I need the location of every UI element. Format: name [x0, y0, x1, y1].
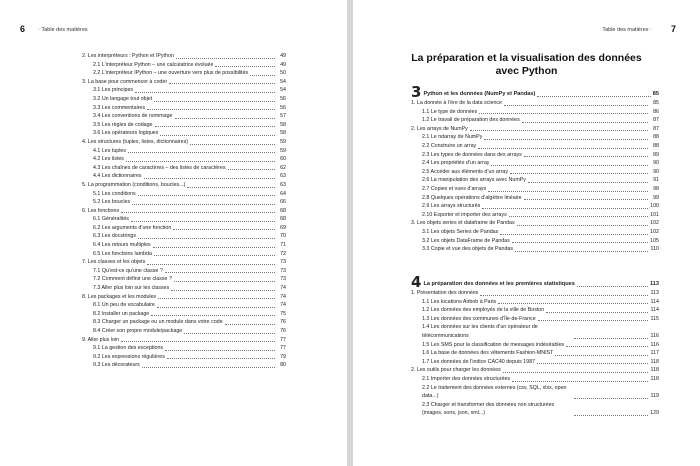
toc-entry-page: 75	[280, 310, 286, 317]
part-title: La préparation des données et les premières statistiques	[423, 281, 575, 288]
toc-entry-title: 2. Les outils pour charger les données	[411, 367, 501, 374]
toc-entry-title: 4.4 Les dictionnaires	[93, 173, 142, 180]
toc-entry-title: 2.6 La manipulation des arrays avec NumPy	[422, 177, 526, 184]
toc-entry	[82, 95, 286, 104]
toc-entry-page: 90	[653, 168, 659, 175]
toc-chapter	[411, 366, 659, 375]
toc-entry-title: 2.1 Importer des données structurées	[422, 375, 511, 382]
toc-entry	[411, 384, 659, 401]
part-3-block	[411, 83, 659, 254]
toc-chapter	[82, 293, 286, 302]
toc-entry-title: 2.3 Charger et transformer des données non structurées (images, sons, json, xml...)	[422, 401, 555, 417]
right-page	[353, 0, 700, 466]
toc-entry-title: 4.1 Les tuples	[93, 147, 126, 154]
toc-chapter	[82, 258, 286, 267]
toc-entry-title: 5.1 Les conditions	[93, 190, 136, 197]
toc-entry-title: 1.7 Les données de l’indice CAC40 depuis 1987	[422, 358, 536, 365]
section-title-line1: La préparation et la visualisation des données	[411, 52, 642, 64]
toc-entry	[82, 172, 286, 181]
toc-entry-page: 63	[280, 173, 286, 180]
toc-entry-title: 3. Les objets series et dataframe de Pandas	[411, 220, 515, 227]
toc-entry-page: 68	[280, 216, 286, 223]
toc-entry	[82, 215, 286, 224]
toc-entry-title: 1.2 Les données des employés de la ville de Boston	[422, 307, 545, 314]
toc-entry-title: 9.2 Les expressions régulières	[93, 353, 165, 360]
toc-entry-page: 64	[280, 190, 286, 197]
toc-entry-title: 9. Aller plus loin	[82, 336, 120, 343]
toc-entry-page: 105	[650, 237, 659, 244]
toc-entry-page: 77	[280, 336, 286, 343]
toc-entry-page: 63	[280, 181, 286, 188]
toc-entry-title: 1.1 Le type de données	[422, 108, 478, 115]
toc-entry-page: 59	[280, 138, 286, 145]
toc-entry	[82, 301, 286, 310]
toc-entry-title: 2.5 Accéder aux éléments d’un array	[422, 168, 508, 175]
toc-entry-page: 87	[653, 125, 659, 132]
toc-entry-page: 69	[280, 224, 286, 231]
toc-entry-page: 60	[280, 156, 286, 163]
toc-entry	[411, 159, 659, 168]
toc-entry-page: 102	[650, 220, 659, 227]
toc-entry-title: 8.1 Un peu de vocabulaire	[93, 302, 155, 309]
toc-entry	[411, 168, 659, 177]
toc-entry-title: 2.8 Quelques opérations d’algèbre linéaire	[422, 194, 522, 201]
toc-entry-page: 49	[280, 61, 286, 68]
toc-entry-page: 58	[280, 130, 286, 137]
toc-entry-title: 3.4 Les conventions de nommage	[93, 113, 173, 120]
toc-chapter	[411, 219, 659, 228]
toc-entry-page: 87	[653, 117, 659, 124]
toc-entry-page: 113	[650, 290, 659, 296]
toc-entry-page: 58	[280, 121, 286, 128]
toc-entry-title: 4. Les structures (tuples, listes, dictionnaires)	[82, 138, 188, 145]
toc-entry-title: 2.1 Le ndarray de NumPy	[422, 134, 483, 141]
toc-entry	[411, 401, 659, 418]
toc-entry	[411, 151, 659, 160]
running-header-text: Table des matières	[602, 27, 649, 33]
toc-entry-title: 3. La base pour commencer à coder	[82, 78, 168, 85]
toc-entry-title: 6.3 Les docstrings	[93, 233, 136, 240]
toc-entry	[82, 327, 286, 336]
toc-entry	[411, 228, 659, 237]
toc-entry-page: 88	[653, 142, 659, 149]
toc-entry-page: 73	[280, 259, 286, 266]
section-title	[373, 52, 680, 78]
toc-entry	[411, 298, 659, 307]
toc-entry-page: 72	[280, 250, 286, 257]
toc-entry-title: 1.5 Les SMS pour la classification de messages indésirables	[422, 341, 565, 348]
toc-entry-title: 3.1 Les principes	[93, 87, 134, 94]
toc-entry-title: 2.2 Construire un array	[422, 142, 477, 149]
toc-entry-title: 2.9 Les arrays structurés	[422, 203, 481, 210]
toc-entry-page: 50	[280, 70, 286, 77]
toc-chapter	[411, 289, 659, 298]
toc-entry	[411, 349, 659, 358]
toc-entry-title: 6.2 Les arguments d’une fonction	[93, 224, 172, 231]
part-4-block	[411, 273, 659, 418]
toc-entry	[82, 361, 286, 370]
toc-entry-page: 117	[650, 350, 659, 357]
toc-chapter	[82, 336, 286, 345]
toc-entry-page: 68	[280, 207, 286, 214]
running-header: ◦ Table des matières	[38, 27, 88, 33]
toc-entry-title: 2.1 L’interpréteur Python – une calculatrice évoluée	[93, 61, 214, 68]
page-number: 7	[670, 24, 676, 34]
toc-entry-title: 7.2 Comment définir une classe ?	[93, 276, 172, 283]
toc-entry	[82, 250, 286, 259]
toc-list	[411, 289, 659, 418]
toc-list	[82, 52, 286, 370]
toc-entry	[411, 211, 659, 220]
toc-entry-title: 2.4 Les propriétés d’un array	[422, 160, 490, 167]
toc-entry-page: 56	[280, 104, 286, 111]
toc-entry	[82, 112, 286, 121]
part-number: 4	[411, 273, 422, 291]
toc-entry	[82, 267, 286, 276]
section-title-line2: avec Python	[495, 65, 558, 77]
toc-entry	[411, 375, 659, 384]
toc-entry-title: 3.5 Les règles de codage	[93, 121, 153, 128]
toc-entry	[411, 108, 659, 117]
toc-entry-page: 89	[653, 151, 659, 158]
part-heading	[411, 273, 659, 291]
toc-entry-title: 3.1 Les objets Series de Pandas	[422, 228, 499, 235]
toc-chapter	[82, 78, 286, 87]
toc-entry-title: 1. La donnée à l’ère de la data science	[411, 100, 502, 106]
toc-entry-page: 74	[280, 293, 286, 300]
toc-entry	[411, 176, 659, 185]
part-number: 3	[411, 83, 422, 101]
toc-entry-title: 7.1 Qu’est-ce qu’une classe ?	[93, 267, 163, 274]
toc-entry-title: 3.2 Un langage tout objet	[93, 95, 153, 102]
toc-entry-page: 76	[280, 328, 286, 334]
toc-entry	[82, 224, 286, 233]
toc-entry-page: 73	[280, 267, 286, 274]
toc-entry-page: 116	[650, 332, 659, 339]
toc-entry-title: 2.10 Exporter et importer des arrays	[422, 211, 507, 218]
toc-entry-title: 8.2 Installer un package	[93, 310, 150, 317]
toc-entry-page: 91	[653, 177, 659, 184]
toc-entry-page: 101	[650, 211, 659, 218]
toc-entry-title: 4.2 Les listes	[93, 156, 124, 163]
toc-entry-page: 57	[280, 113, 286, 120]
running-header: Table des matières ◦	[602, 27, 652, 33]
toc-entry	[82, 344, 286, 353]
toc-entry-page: 54	[280, 78, 286, 85]
toc-entry-title: 2.2 L’interpréteur IPython – une ouverture vers plus de possibilités	[93, 70, 249, 77]
toc-entry-title: 6.4 Les retours multiples	[93, 242, 151, 249]
toc-entry-page: 76	[280, 319, 286, 326]
toc-entry-page: 118	[650, 367, 659, 374]
toc-entry-page: 119	[650, 393, 659, 400]
toc-entry	[411, 245, 659, 254]
toc-entry	[411, 315, 659, 324]
toc-entry	[82, 241, 286, 250]
toc-entry-page: 66	[280, 199, 286, 206]
toc-entry-page: 59	[280, 147, 286, 154]
toc-entry-page: 114	[650, 298, 659, 305]
toc-list	[411, 99, 659, 254]
toc-entry-page: 71	[280, 242, 286, 249]
toc-entry-page: 102	[650, 228, 659, 235]
toc-entry-title: 9.1 La gestion des exceptions	[93, 345, 164, 352]
toc-entry-title: 7.3 Aller plus loin sur les classes	[93, 285, 170, 292]
toc-entry-title: 2. Les arrays de NumPy	[411, 125, 468, 132]
toc-entry-title: 6.1 Généralités	[93, 216, 129, 223]
part-page: 113	[649, 281, 659, 288]
toc-entry-page: 70	[280, 233, 286, 240]
toc-entry-title: 1.3 Les données des communes d’Île-de-France	[422, 315, 536, 322]
toc-entry-page: 80	[280, 362, 286, 369]
toc-entry-title: 6. Les fonctions	[82, 207, 120, 214]
toc-entry-title: 2. Les interpréteurs : Python et IPython	[82, 53, 174, 59]
toc-entry-title: 5. La programmation (conditions, boucles...)	[82, 181, 186, 188]
toc-entry-title: 9.3 Les décorateurs	[93, 362, 140, 369]
toc-entry-page: 98	[653, 185, 659, 192]
toc-chapter	[82, 52, 286, 61]
toc-chapter	[411, 99, 659, 108]
part-page: 85	[652, 91, 659, 98]
toc-entry-title: 2.7 Copies et vues d’arrays	[422, 185, 487, 192]
toc-entry	[82, 232, 286, 241]
toc-entry-page: 54	[280, 87, 286, 94]
toc-entry	[82, 310, 286, 319]
toc-entry	[411, 202, 659, 211]
left-page	[0, 0, 347, 466]
toc-entry	[82, 318, 286, 327]
toc-entry-page: 100	[650, 203, 659, 210]
toc-entry	[411, 341, 659, 350]
toc-entry-title: 5.2 Les boucles	[93, 199, 131, 206]
toc-entry-page: 74	[280, 285, 286, 292]
toc-entry	[82, 190, 286, 199]
toc-entry-page: 115	[650, 315, 659, 322]
toc-entry-title: 1. Présentation des données	[411, 290, 479, 296]
toc-entry	[411, 306, 659, 315]
toc-entry-title: 2.3 Les types de données dans des arrays	[422, 151, 522, 158]
toc-entry-title: 8. Les packages et les modules	[82, 293, 157, 300]
toc-entry-page: 118	[650, 358, 659, 365]
toc-entry-page: 129	[650, 410, 659, 417]
toc-entry	[411, 142, 659, 151]
toc-chapter	[82, 138, 286, 147]
toc-entry	[82, 164, 286, 173]
toc-entry	[82, 353, 286, 362]
toc-entry-title: 1.6 La base de données des vêtements Fashion-MNIST	[422, 350, 554, 357]
toc-entry	[82, 147, 286, 156]
toc-entry-title: 3.3 Les commentaires	[93, 104, 146, 111]
toc-chapter	[82, 207, 286, 216]
toc-entry-page: 73	[280, 276, 286, 283]
toc-entry	[411, 358, 659, 367]
toc-entry	[82, 104, 286, 113]
toc-entry-title: 4.3 Les chaînes de caractères – des listes de caractères	[93, 164, 226, 171]
toc-entry	[411, 194, 659, 203]
toc-entry-page: 86	[653, 108, 659, 115]
running-header-text: Table des matières	[41, 27, 88, 33]
toc-entry-page: 110	[650, 246, 659, 253]
toc-entry-page: 56	[280, 95, 286, 102]
toc-entry	[411, 323, 659, 340]
toc-entry	[82, 86, 286, 95]
toc-entry-page: 99	[653, 194, 659, 201]
toc-entry-page: 116	[650, 341, 659, 348]
toc-entry	[82, 198, 286, 207]
toc-entry	[82, 61, 286, 70]
toc-entry	[411, 237, 659, 246]
toc-entry	[411, 133, 659, 142]
toc-chapter	[411, 125, 659, 134]
toc-chapter	[82, 181, 286, 190]
toc-entry	[82, 129, 286, 138]
toc-entry-title: 1.2 Le travail de préparation des données	[422, 117, 520, 124]
part-heading	[411, 83, 659, 101]
toc-entry-page: 88	[653, 134, 659, 141]
toc-entry-page: 74	[280, 302, 286, 309]
toc-entry	[411, 116, 659, 125]
toc-entry-page: 85	[653, 100, 659, 106]
page-number: 6	[20, 24, 26, 34]
toc-entry-title: 2.2 Le traitement des données externes (csv, SQL, xlsx, open data...)	[422, 384, 567, 400]
toc-entry	[82, 275, 286, 284]
toc-entry-title: 6.5 Les fonctions lambda	[93, 250, 152, 257]
toc-entry	[411, 185, 659, 194]
toc-entry-page: 114	[650, 307, 659, 314]
toc-entry-title: 3.2 Les objets DataFrame de Pandas	[422, 237, 510, 244]
toc-entry-page: 79	[280, 353, 286, 360]
part-title: Python et les données (NumPy et Pandas)	[423, 91, 536, 98]
toc-entry-title: 1.1 Les locations Airbnb à Paris	[422, 298, 497, 305]
toc-entry-title: 8.4 Créer son propre module/package	[93, 328, 183, 334]
toc-entry	[82, 69, 286, 78]
toc-entry-title: 7. Les classes et les objets	[82, 259, 146, 266]
toc-entry	[82, 155, 286, 164]
toc-entry-title: 3.3 Copie et vue des objets de Pandas	[422, 246, 513, 253]
toc-entry-page: 90	[653, 160, 659, 167]
toc-entry-title: 8.3 Charger un package ou un module dans votre code	[93, 319, 223, 326]
toc-entry-page: 118	[650, 375, 659, 382]
toc-entry-page: 49	[280, 53, 286, 59]
toc-entry-page: 77	[280, 345, 286, 352]
toc-entry	[82, 121, 286, 130]
toc-entry-page: 62	[280, 164, 286, 171]
toc-entry-title: 3.6 Les opérateurs logiques	[93, 130, 159, 137]
toc-entry	[82, 284, 286, 293]
toc-entry-title: 1.4 Les données sur les clients d’un opérateur de télécommunications	[422, 324, 538, 339]
